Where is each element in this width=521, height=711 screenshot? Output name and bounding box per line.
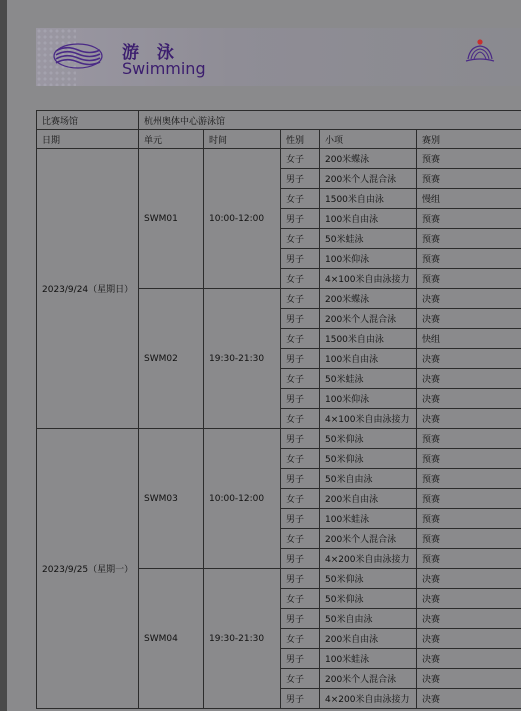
unit-cell: SWM03 — [139, 429, 204, 569]
stage-cell: 决赛 — [417, 349, 521, 369]
stage-cell: 预赛 — [417, 489, 521, 509]
event-cell: 100米仰泳 — [320, 249, 417, 269]
stage-cell: 预赛 — [417, 249, 521, 269]
gender-cell: 男子 — [281, 609, 320, 629]
event-cell: 4×100米自由泳接力 — [320, 269, 417, 289]
event-cell: 1500米自由泳 — [320, 189, 417, 209]
stage-cell: 预赛 — [417, 469, 521, 489]
stage-cell: 预赛 — [417, 429, 521, 449]
gender-cell: 女子 — [281, 489, 320, 509]
gender-cell: 男子 — [281, 509, 320, 529]
event-cell: 50米仰泳 — [320, 429, 417, 449]
event-cell: 50米蛙泳 — [320, 369, 417, 389]
stage-cell: 预赛 — [417, 509, 521, 529]
gender-cell: 男子 — [281, 549, 320, 569]
stage-cell: 决赛 — [417, 669, 521, 689]
sport-title-chinese: 游 泳 — [122, 43, 180, 63]
stage-cell: 决赛 — [417, 689, 521, 709]
stage-cell: 快组 — [417, 329, 521, 349]
schedule-table — [36, 110, 521, 709]
table-row — [37, 149, 521, 169]
gender-cell: 男子 — [281, 429, 320, 449]
gender-cell: 女子 — [281, 589, 320, 609]
gender-cell: 女子 — [281, 149, 320, 169]
gender-cell: 女子 — [281, 289, 320, 309]
venue-label: 比赛场馆 — [37, 111, 139, 130]
event-cell: 100米蛙泳 — [320, 509, 417, 529]
gender-cell: 女子 — [281, 629, 320, 649]
asian-games-emblem-icon — [460, 37, 500, 67]
event-cell: 200米蝶泳 — [320, 149, 417, 169]
gender-cell: 男子 — [281, 249, 320, 269]
stage-cell: 决赛 — [417, 569, 521, 589]
gender-cell: 女子 — [281, 529, 320, 549]
gender-cell: 男子 — [281, 209, 320, 229]
gender-cell: 女子 — [281, 329, 320, 349]
gender-cell: 男子 — [281, 169, 320, 189]
header-unit: 单元 — [139, 130, 204, 149]
event-cell: 200米自由泳 — [320, 629, 417, 649]
stage-cell: 预赛 — [417, 169, 521, 189]
event-cell: 100米仰泳 — [320, 389, 417, 409]
event-cell: 1500米自由泳 — [320, 329, 417, 349]
unit-cell: SWM01 — [139, 149, 204, 289]
event-cell: 200米个人混合泳 — [320, 529, 417, 549]
gender-cell: 男子 — [281, 349, 320, 369]
gender-cell: 女子 — [281, 409, 320, 429]
stage-cell: 决赛 — [417, 409, 521, 429]
gender-cell: 女子 — [281, 369, 320, 389]
header-row — [37, 130, 521, 149]
asian-games-logo — [460, 37, 500, 71]
stage-cell: 决赛 — [417, 589, 521, 609]
gender-cell: 男子 — [281, 689, 320, 709]
stage-cell: 慢组 — [417, 189, 521, 209]
event-cell: 200米个人混合泳 — [320, 169, 417, 189]
gender-cell: 女子 — [281, 229, 320, 249]
event-cell: 200米个人混合泳 — [320, 669, 417, 689]
gender-cell: 男子 — [281, 389, 320, 409]
header-time: 时间 — [204, 130, 281, 149]
time-cell: 10:00-12:00 — [204, 429, 281, 569]
stage-cell: 预赛 — [417, 449, 521, 469]
unit-cell: SWM02 — [139, 289, 204, 429]
date-cell: 2023/9/24（星期日） — [37, 149, 139, 429]
event-cell: 4×200米自由泳接力 — [320, 549, 417, 569]
event-cell: 50米仰泳 — [320, 589, 417, 609]
stage-cell: 决赛 — [417, 649, 521, 669]
time-cell: 19:30-21:30 — [204, 569, 281, 709]
gender-cell: 女子 — [281, 269, 320, 289]
document-page — [7, 0, 521, 711]
stage-cell: 决赛 — [417, 309, 521, 329]
event-cell: 4×100米自由泳接力 — [320, 409, 417, 429]
time-cell: 19:30-21:30 — [204, 289, 281, 429]
event-cell: 100米自由泳 — [320, 209, 417, 229]
event-cell: 100米蛙泳 — [320, 649, 417, 669]
header-date: 日期 — [37, 130, 139, 149]
stage-cell: 预赛 — [417, 529, 521, 549]
gender-cell: 男子 — [281, 649, 320, 669]
stage-cell: 决赛 — [417, 289, 521, 309]
event-cell: 50米自由泳 — [320, 469, 417, 489]
gender-cell: 女子 — [281, 189, 320, 209]
header-gender: 性别 — [281, 130, 320, 149]
event-cell: 50米蛙泳 — [320, 229, 417, 249]
event-cell: 50米仰泳 — [320, 449, 417, 469]
event-cell: 50米仰泳 — [320, 569, 417, 589]
stage-cell: 预赛 — [417, 269, 521, 289]
stage-cell: 决赛 — [417, 609, 521, 629]
event-cell: 200米个人混合泳 — [320, 309, 417, 329]
stage-cell: 预赛 — [417, 549, 521, 569]
event-cell: 4×200米自由泳接力 — [320, 689, 417, 709]
stage-cell: 决赛 — [417, 369, 521, 389]
stage-cell: 预赛 — [417, 229, 521, 249]
event-cell: 200米自由泳 — [320, 489, 417, 509]
date-cell: 2023/9/25（星期一） — [37, 429, 139, 709]
stage-cell: 决赛 — [417, 389, 521, 409]
event-cell: 200米蝶泳 — [320, 289, 417, 309]
header-event: 小项 — [320, 130, 417, 149]
gender-cell: 女子 — [281, 449, 320, 469]
stage-cell: 决赛 — [417, 629, 521, 649]
event-cell: 100米自由泳 — [320, 349, 417, 369]
stage-cell: 预赛 — [417, 149, 521, 169]
gender-cell: 男子 — [281, 469, 320, 489]
table-row — [37, 429, 521, 449]
unit-cell: SWM04 — [139, 569, 204, 709]
venue-row — [37, 111, 521, 130]
sport-banner — [36, 28, 521, 86]
gender-cell: 男子 — [281, 309, 320, 329]
time-cell: 10:00-12:00 — [204, 149, 281, 289]
stage-cell: 预赛 — [417, 209, 521, 229]
gender-cell: 女子 — [281, 669, 320, 689]
venue-value: 杭州奥体中心游泳馆 — [139, 111, 521, 130]
header-stage: 赛别 — [417, 130, 521, 149]
gender-cell: 男子 — [281, 569, 320, 589]
event-cell: 50米自由泳 — [320, 609, 417, 629]
swimming-pictogram-icon — [52, 41, 104, 71]
sport-title-english: Swimming — [122, 59, 206, 78]
